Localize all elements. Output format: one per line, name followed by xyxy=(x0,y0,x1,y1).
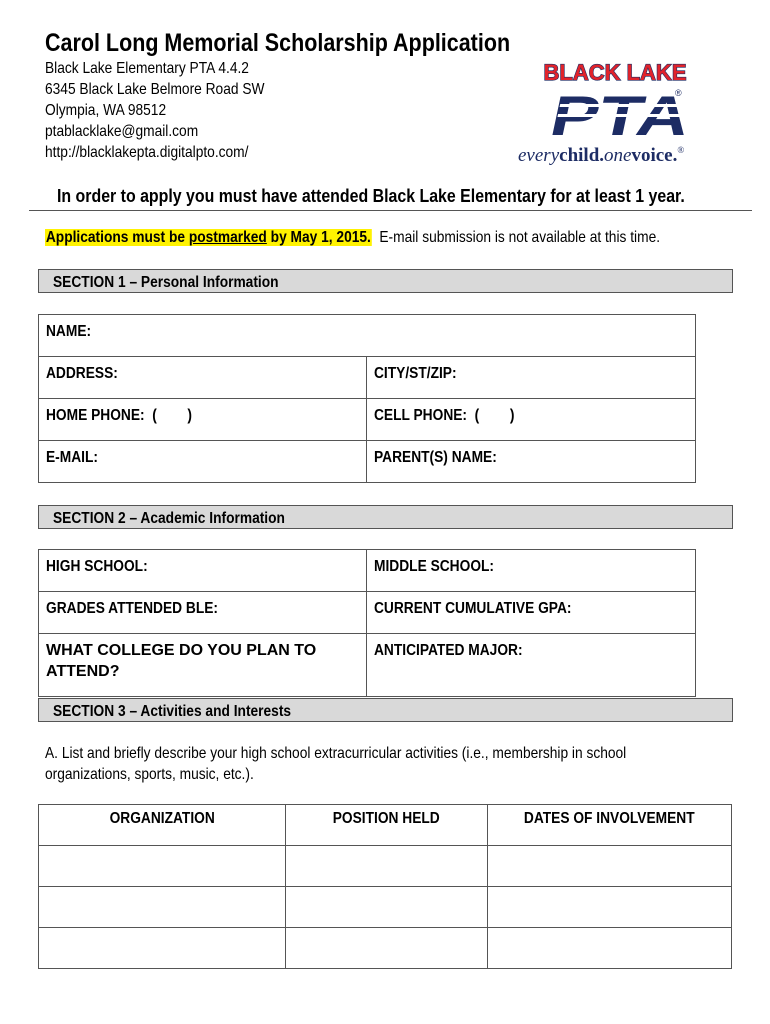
org-street: 6345 Black Lake Belmore Road SW xyxy=(45,81,265,98)
high-school-field[interactable]: HIGH SCHOOL: xyxy=(39,550,367,592)
activities-table xyxy=(38,804,732,969)
page-title: Carol Long Memorial Scholarship Application xyxy=(45,29,511,57)
cell-phone-field[interactable]: CELL PHONE: ( ) xyxy=(367,399,696,441)
deadline-notice xyxy=(45,229,760,247)
column-header-position: POSITION HELD xyxy=(286,805,488,846)
table-row xyxy=(39,928,732,969)
gpa-field[interactable]: CURRENT CUMULATIVE GPA: xyxy=(367,592,696,634)
organization-cell[interactable] xyxy=(39,928,286,969)
column-header-dates: DATES OF INVOLVEMENT xyxy=(488,805,732,846)
anticipated-major-field[interactable]: ANTICIPATED MAJOR: xyxy=(367,634,696,697)
organization-cell[interactable] xyxy=(39,887,286,928)
logo-stripe xyxy=(560,104,703,107)
dates-cell[interactable] xyxy=(488,928,732,969)
org-city: Olympia, WA 98512 xyxy=(45,102,167,119)
academic-info-table xyxy=(38,549,696,697)
personal-info-table xyxy=(38,314,696,483)
position-cell[interactable] xyxy=(286,887,488,928)
grades-attended-field[interactable]: GRADES ATTENDED BLE: xyxy=(39,592,367,634)
org-email: ptablacklake@gmail.com xyxy=(45,123,199,140)
eligibility-requirement: In order to apply you must have attended Black Lake Elementary for at least 1 year. xyxy=(57,185,685,206)
table-row xyxy=(39,846,732,887)
logo-stripe xyxy=(557,114,700,117)
organization-cell[interactable] xyxy=(39,846,286,887)
logo-tagline: everychild.onevoice.® xyxy=(518,145,685,166)
position-cell[interactable] xyxy=(286,846,488,887)
org-name: Black Lake Elementary PTA 4.4.2 xyxy=(45,60,249,77)
name-field[interactable]: NAME: xyxy=(39,315,696,357)
logo-pta-wordmark: PTA xyxy=(545,84,667,147)
email-field[interactable]: E-MAIL: xyxy=(39,441,367,483)
home-phone-field[interactable]: HOME PHONE: ( ) xyxy=(39,399,367,441)
table-row xyxy=(39,887,732,928)
dates-cell[interactable] xyxy=(488,887,732,928)
black-lake-pta-logo xyxy=(515,58,715,168)
column-header-organization: ORGANIZATION xyxy=(39,805,286,846)
divider xyxy=(29,210,752,211)
org-website: http://blacklakepta.digitalpto.com/ xyxy=(45,144,249,161)
middle-school-field[interactable]: MIDDLE SCHOOL: xyxy=(367,550,696,592)
parents-name-field[interactable]: PARENT(S) NAME: xyxy=(367,441,696,483)
section1-header: SECTION 1 – Personal Information xyxy=(38,269,733,293)
logo-school-name: BLACK LAKE xyxy=(543,60,687,85)
email-note: E-mail submission is not available at this time. xyxy=(371,229,661,246)
position-cell[interactable] xyxy=(286,928,488,969)
section2-header: SECTION 2 – Academic Information xyxy=(38,505,733,529)
deadline-highlight: Applications must be postmarked by May 1, 2015. xyxy=(45,229,371,246)
registered-mark: ® xyxy=(675,88,682,98)
organization-address xyxy=(45,58,300,163)
address-field[interactable]: ADDRESS: xyxy=(39,357,367,399)
city-state-zip-field[interactable]: CITY/ST/ZIP: xyxy=(367,357,696,399)
dates-cell[interactable] xyxy=(488,846,732,887)
activities-instruction: A. List and briefly describe your high school extracurricular activities (i.e., membership in school organizations, sports, music, etc.). xyxy=(45,745,627,783)
college-plan-field[interactable]: WHAT COLLEGE DO YOU PLAN TO ATTEND? xyxy=(39,634,367,697)
section3-header: SECTION 3 – Activities and Interests xyxy=(38,698,733,722)
